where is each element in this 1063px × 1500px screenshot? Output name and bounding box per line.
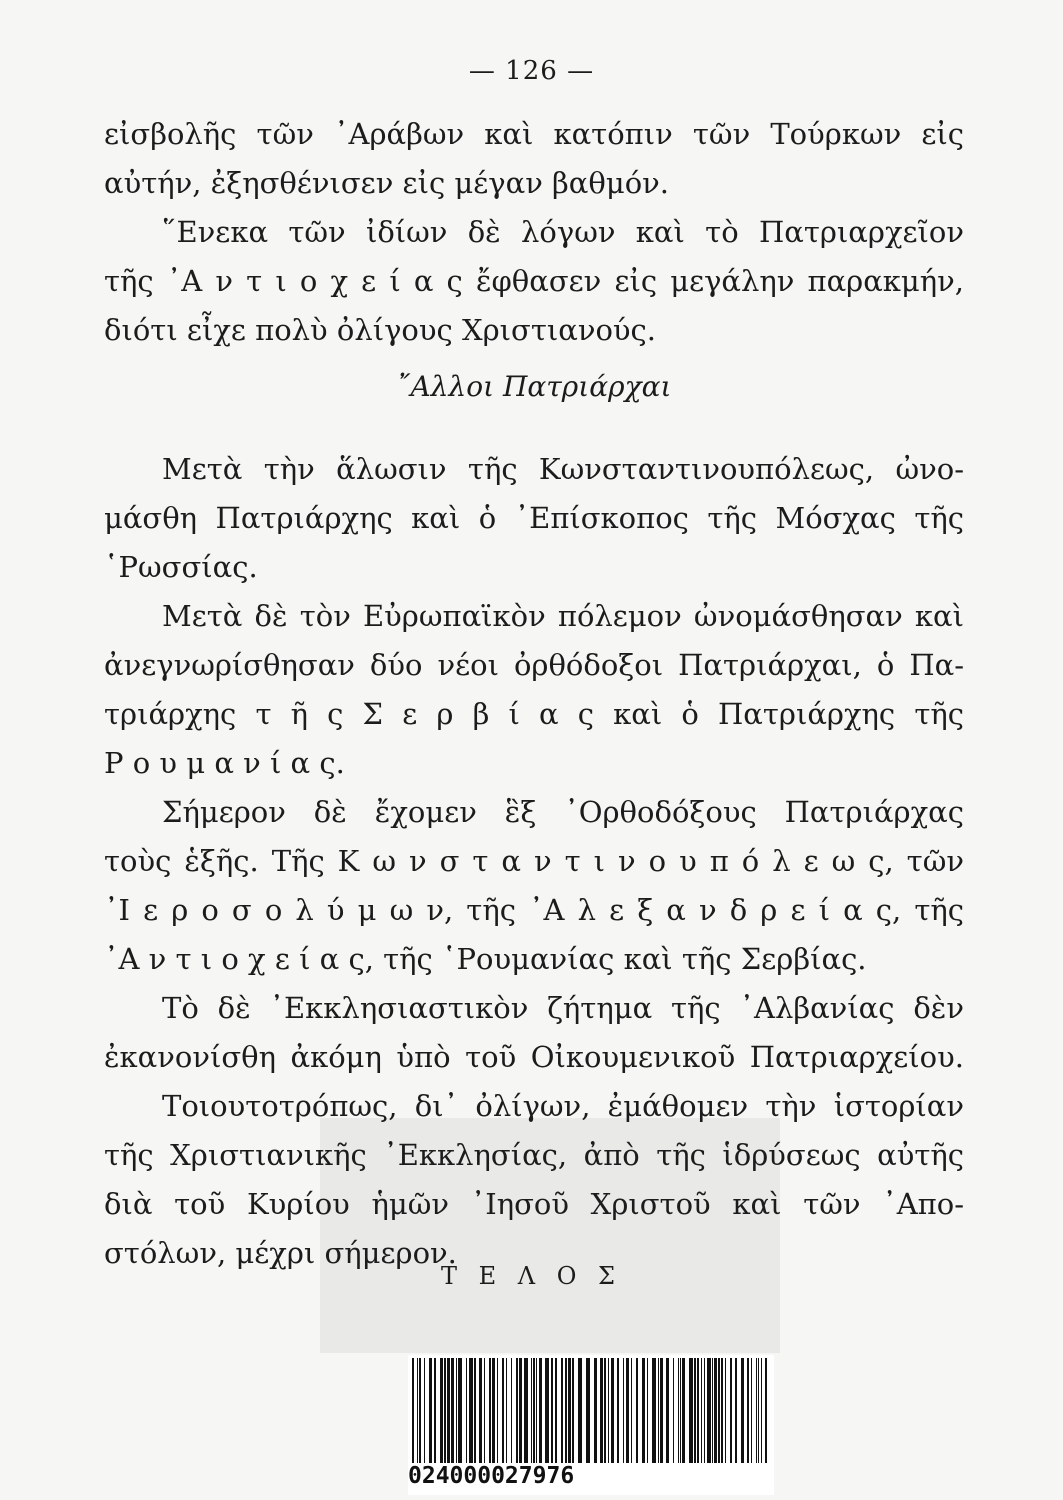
barcode-bar bbox=[608, 1358, 609, 1463]
barcode-bar bbox=[730, 1358, 732, 1463]
barcode-bar bbox=[492, 1358, 495, 1463]
barcode-bar bbox=[511, 1358, 512, 1463]
barcode-bar bbox=[519, 1358, 522, 1463]
barcode-bar bbox=[758, 1358, 759, 1463]
barcode-bar bbox=[666, 1358, 669, 1463]
barcode-bar bbox=[623, 1358, 624, 1463]
barcode-bar bbox=[440, 1358, 443, 1463]
text-line: διότι εἶχε πολὺ ὀλίγους Χριστιανούς. bbox=[104, 313, 657, 347]
barcode-bar bbox=[444, 1358, 446, 1463]
barcode-bar bbox=[417, 1358, 418, 1463]
text-line: διὰ τοῦ Κυρίου ἡμῶν ᾿Ιησοῦ Χριστοῦ καὶ τῶν ᾿Απο- bbox=[104, 1187, 964, 1221]
barcode-bar bbox=[689, 1358, 693, 1463]
barcode-bar bbox=[751, 1358, 752, 1463]
barcode-bar bbox=[458, 1358, 462, 1463]
barcode-bar bbox=[658, 1358, 659, 1463]
barcode-bar bbox=[673, 1358, 674, 1463]
text-line: ᾿Α ν τ ι ο χ ε ί α ς, τῆς ῾Ρουμανίας καὶ τῆς Σερβίας. bbox=[104, 942, 867, 976]
barcode-bar bbox=[636, 1358, 638, 1463]
barcode-bar bbox=[545, 1358, 549, 1463]
barcode-bar bbox=[721, 1358, 723, 1463]
text-line: Σήμερον δὲ ἔχομεν ἓξ ᾿Ορθοδόξους Πατριάρχας bbox=[162, 795, 964, 829]
barcode-bar bbox=[419, 1358, 421, 1463]
barcode-bar bbox=[626, 1358, 629, 1463]
text-line: στόλων, μέχρι σήμερον. bbox=[104, 1236, 457, 1270]
barcode-bar bbox=[701, 1358, 702, 1463]
text-line: εἰσβολῆς τῶν ᾿Αράβων καὶ κατόπιν τῶν Τούρκων εἰς bbox=[104, 117, 964, 151]
barcode-bar bbox=[707, 1358, 711, 1463]
barcode-bar bbox=[741, 1358, 744, 1463]
barcode-bar bbox=[447, 1358, 450, 1463]
body-text bbox=[104, 110, 964, 1278]
barcode-bar bbox=[678, 1358, 679, 1463]
barcode-bar bbox=[718, 1358, 720, 1463]
barcode-bar bbox=[617, 1358, 619, 1463]
barcode-bar bbox=[561, 1358, 563, 1463]
barcode-bar bbox=[682, 1358, 685, 1463]
barcode-number: 024000027976 bbox=[408, 1463, 575, 1489]
text-line: αὐτήν, ἐξησθένισεν εἰς μέγαν βαθμόν. bbox=[104, 166, 670, 200]
barcode-bar bbox=[412, 1358, 414, 1463]
barcode-bar bbox=[451, 1358, 454, 1463]
barcode-bar bbox=[704, 1358, 705, 1463]
text-line: Μετὰ τὴν ἅλωσιν τῆς Κωνσταντινουπόλεως, ὠνο- bbox=[162, 452, 964, 486]
barcode-bar bbox=[735, 1358, 737, 1463]
barcode-bar bbox=[756, 1358, 757, 1463]
barcode-bar bbox=[611, 1358, 614, 1463]
barcode-bar bbox=[524, 1358, 528, 1463]
barcode-bar bbox=[600, 1358, 603, 1463]
barcode-bar bbox=[502, 1358, 504, 1463]
barcode bbox=[408, 1355, 774, 1495]
text-line: ῞Ενεκα τῶν ἰδίων δὲ λόγων καὶ τὸ Πατριαρχεῖον bbox=[162, 215, 964, 249]
barcode-bar bbox=[647, 1358, 648, 1463]
barcode-bar bbox=[434, 1358, 436, 1463]
barcode-bar bbox=[551, 1358, 553, 1463]
barcode-bar bbox=[680, 1358, 681, 1463]
barcode-bar bbox=[594, 1358, 597, 1463]
barcode-bar bbox=[660, 1358, 663, 1463]
barcode-bar bbox=[761, 1358, 762, 1463]
barcode-bar bbox=[536, 1358, 537, 1463]
barcode-bar bbox=[474, 1358, 476, 1463]
text-line: Μετὰ δὲ τὸν Εὐρωπαϊκὸν πόλεμον ὠνομάσθησαν καὶ bbox=[162, 599, 964, 633]
text-line: ᾿Ι ε ρ ο σ ο λ ύ μ ω ν, τῆς ᾿Α λ ε ξ α ν δ ρ ε ί α ς, τῆς bbox=[104, 893, 964, 927]
end-word: Τ Ε Λ Ο Σ bbox=[440, 1262, 623, 1290]
barcode-bar bbox=[578, 1358, 582, 1463]
barcode-bars bbox=[412, 1358, 770, 1463]
text-line: τριάρχης τ ῆ ς Σ ε ρ β ί α ς καὶ ὁ Πατριάρχης τῆς bbox=[104, 697, 964, 731]
barcode-bar bbox=[469, 1358, 473, 1463]
barcode-bar bbox=[725, 1358, 726, 1463]
barcode-bar bbox=[466, 1358, 467, 1463]
text-line: ἐκανονίσθη ἀκόμη ὑπὸ τοῦ Οἰκουμενικοῦ Πατριαρχείου. bbox=[104, 1040, 964, 1074]
barcode-bar bbox=[652, 1358, 656, 1463]
barcode-bar bbox=[568, 1358, 571, 1463]
barcode-bar bbox=[489, 1358, 491, 1463]
barcode-bar bbox=[642, 1358, 645, 1463]
barcode-bar bbox=[424, 1358, 425, 1463]
text-line: τῆς Χριστιανικῆς ᾿Εκκλησίας, ἀπὸ τῆς ἱδρύσεως αὐτῆς bbox=[104, 1138, 964, 1172]
text-line: τῆς ᾿Α ν τ ι ο χ ε ί α ς ἔφθασεν εἰς μεγάλην παρακμήν, bbox=[104, 264, 964, 298]
text-line: Τοιουτοτρόπως, δι᾿ ὀλίγων, ἐμάθομεν τὴν ἱστορίαν bbox=[162, 1089, 964, 1123]
barcode-bar bbox=[765, 1358, 767, 1463]
barcode-bar bbox=[565, 1358, 567, 1463]
barcode-bar bbox=[572, 1358, 574, 1463]
barcode-bar bbox=[479, 1358, 482, 1463]
barcode-bar bbox=[497, 1358, 498, 1463]
barcode-bar bbox=[484, 1358, 485, 1463]
barcode-bar bbox=[555, 1358, 557, 1463]
barcode-bar bbox=[539, 1358, 542, 1463]
text-line: Ρ ο υ μ α ν ί α ς. bbox=[104, 746, 345, 780]
barcode-bar bbox=[586, 1358, 590, 1463]
page-number: — 126 — bbox=[468, 56, 595, 86]
barcode-bar bbox=[456, 1358, 457, 1463]
text-line: μάσθη Πατριάρχης καὶ ὁ ᾿Επίσκοπος τῆς Μόσχας τῆς bbox=[104, 501, 964, 535]
text-line: Τὸ δὲ ᾿Εκκλησιαστικὸν ζήτημα τῆς ᾿Αλβανίας δὲν bbox=[162, 991, 964, 1025]
barcode-bar bbox=[531, 1358, 532, 1463]
section-heading: ῎Αλλοι Πατριάρχαι bbox=[396, 370, 672, 403]
barcode-bar bbox=[516, 1358, 518, 1463]
text-line: τοὺς ἑξῆς. Τῆς Κ ω ν σ τ α ν τ ι ν ο υ π ό λ ε ω ς, τῶν bbox=[104, 844, 964, 878]
barcode-bar bbox=[533, 1358, 535, 1463]
barcode-bar bbox=[697, 1358, 699, 1463]
barcode-bar bbox=[631, 1358, 632, 1463]
text-line: ἀνεγνωρίσθησαν δύο νέοι ὀρθόδοξοι Πατριάρχαι, ὁ Πα- bbox=[104, 648, 964, 682]
barcode-bar bbox=[694, 1358, 696, 1463]
barcode-bar bbox=[747, 1358, 749, 1463]
text-line: ῾Ρωσσίας. bbox=[104, 550, 258, 584]
barcode-bar bbox=[429, 1358, 432, 1463]
barcode-bar bbox=[604, 1358, 606, 1463]
barcode-bar bbox=[714, 1358, 717, 1463]
barcode-bar bbox=[712, 1358, 713, 1463]
barcode-bar bbox=[506, 1358, 507, 1463]
